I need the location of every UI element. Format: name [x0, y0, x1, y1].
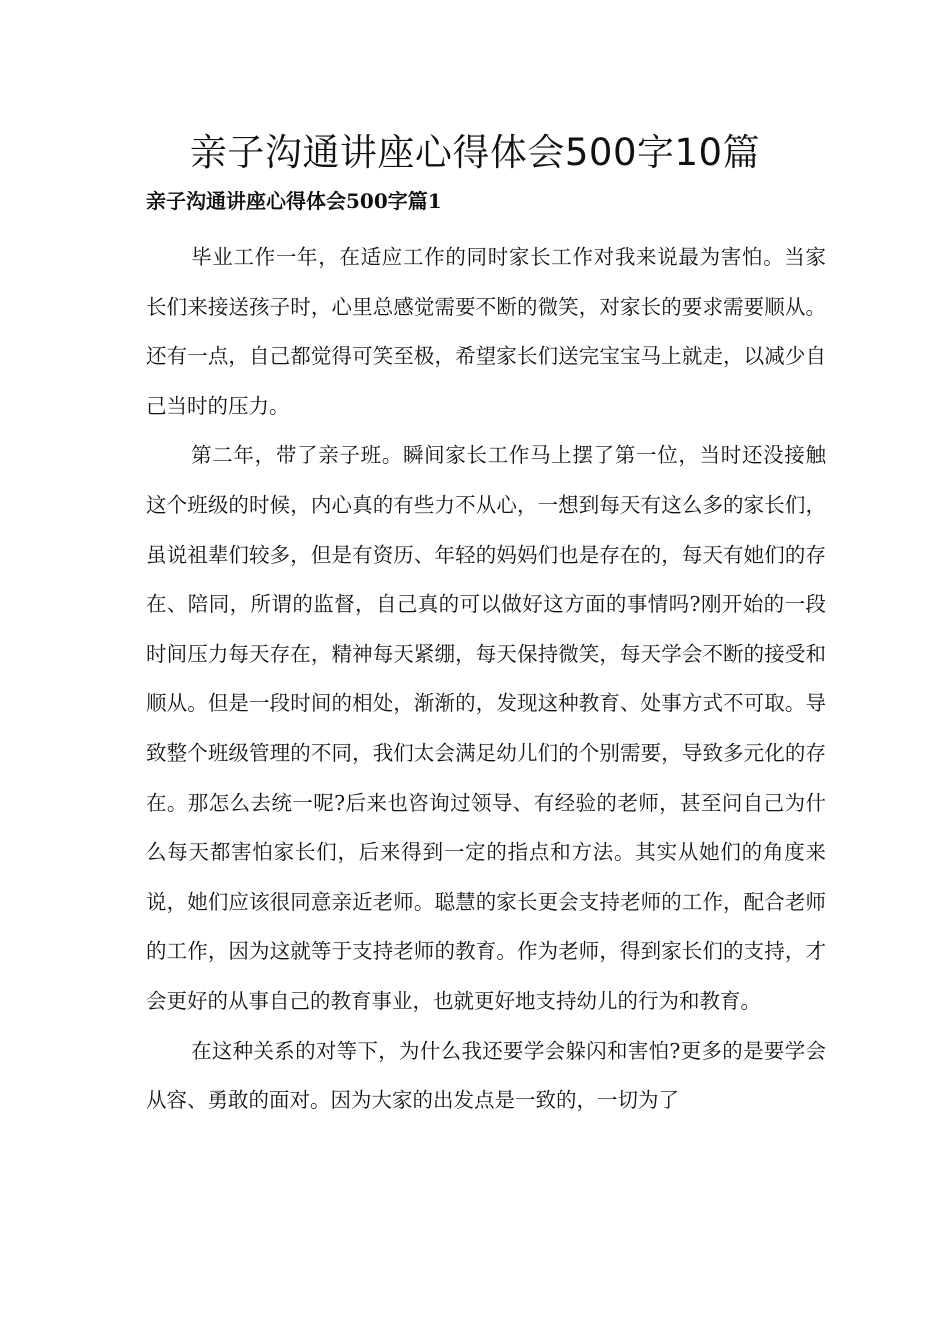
section-heading: 亲子沟通讲座心得体会500字篇1 [146, 189, 442, 213]
body-paragraph-1: 毕业工作一年，在适应工作的同时家长工作对我来说最为害怕。当家长们来接送孩子时，心里总感觉需要不断的微笑，对家长的要求需要顺从。还有一点，自己都觉得可笑至极，希望家长们送完宝宝马上就走，以减少自己当时的压力。 [146, 245, 826, 418]
body-paragraph-3: 在这种关系的对等下，为什么我还要学会躲闪和害怕?更多的是要学会从容、勇敢的面对。因为大家的出发点是一致的，一切为了 [146, 1038, 826, 1113]
document-title: 亲子沟通讲座心得体会500字10篇 [189, 131, 761, 174]
body-paragraph-2: 第二年，带了亲子班。瞬间家长工作马上摆了第一位，当时还没接触这个班级的时候，内心真的有些力不从心，一想到每天有这么多的家长们，虽说祖辈们较多，但是有资历、年轻的妈妈们也是存在的，每天有她们的存在、陪同，所谓的监督，自己真的可以做好这方面的事情吗?刚开始的一段时间压力每天存在，精神每天紧绷，每天保持微笑，每天学会不断的接受和顺从。但是一段时间的相处，渐渐的，发现这种教育、处事方式不可取。导致整个班级管理的不同，我们太会满足幼儿们的个别需要，导致多元化的存在。那怎么去统一呢?后来也咨询过领导、有经验的老师，甚至问自己为什么每天都害怕家长们，后来得到一定的指点和方法。其实从她们的角度来说，她们应该很同意亲近老师。聪慧的家长更会支持老师的工作，配合老师的工作，因为这就等于支持老师的教育。作为老师，得到家长们的支持，才会更好的从事自己的教育事业，也就更好地支持幼儿的行为和教育。 [146, 443, 826, 1013]
document-body [146, 233, 826, 1126]
